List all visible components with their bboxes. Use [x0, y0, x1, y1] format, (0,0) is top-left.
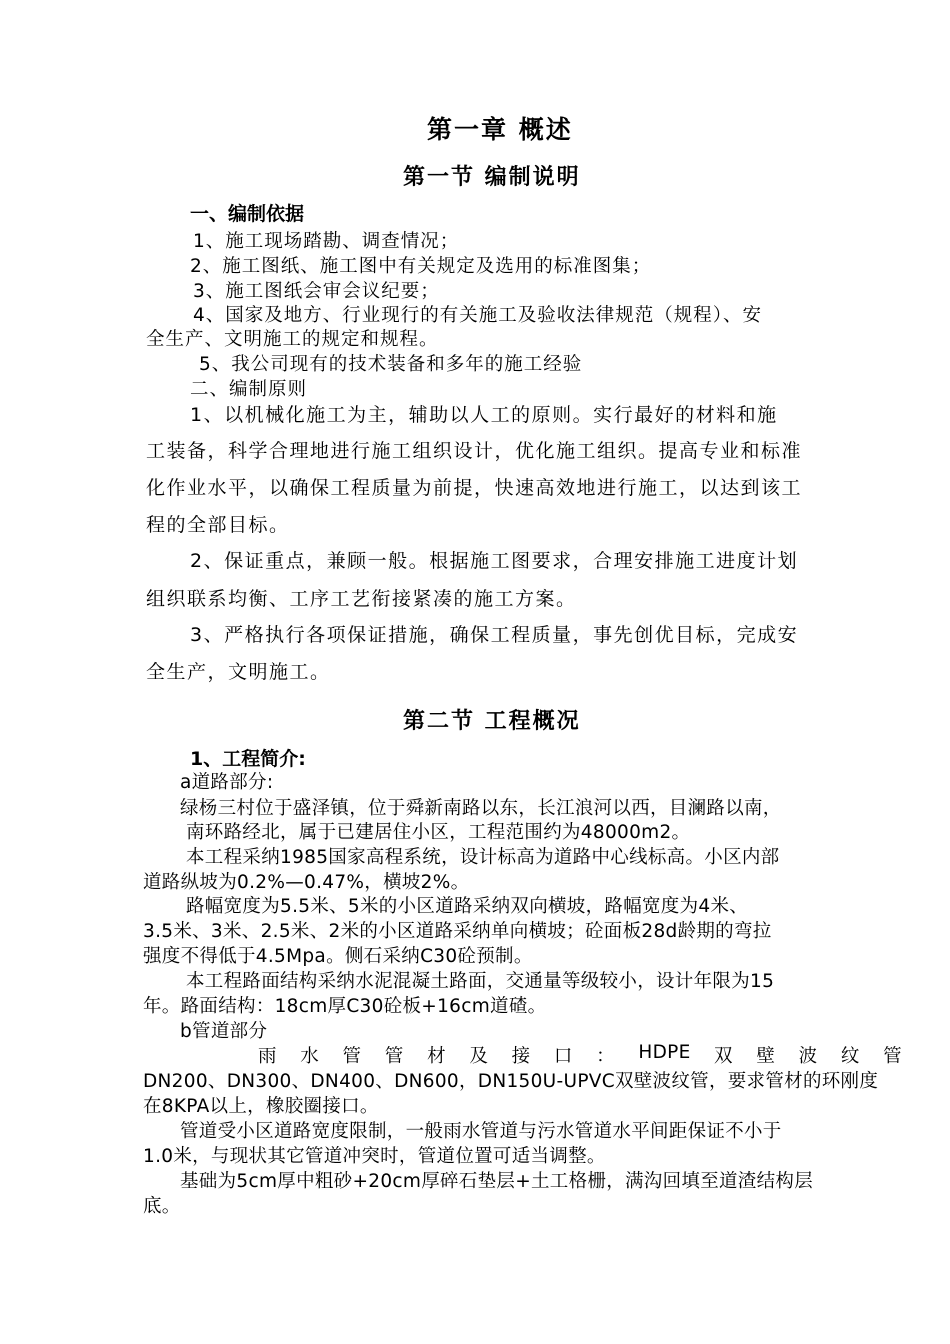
principle-line: 1、以机械化施工为主，辅助以人工的原则。实行最好的材料和施 — [190, 404, 778, 426]
pipe-line: 底。 — [143, 1196, 181, 1217]
basis-item: 4、国家及地方、行业现行的有关施工及验收法律规范（规程）、安 — [193, 305, 763, 326]
pipe-word: 管 — [384, 1046, 404, 1067]
principle-heading: 二、编制原则 — [190, 379, 308, 400]
principle-line: 2、保证重点，兼顾一般。根据施工图要求，合理安排施工进度计划 — [190, 550, 799, 572]
road-line: 南环路经北，属于已建居住小区，工程范围约为48000m2。 — [186, 822, 691, 843]
road-line: 本工程路面结构采纳水泥混凝土路面，交通量等级较小，设计年限为15 — [186, 971, 775, 992]
section-title: 第一节 编制说明 — [403, 165, 581, 190]
pipe-line: 在8KPA以上，橡胶圈接口。 — [143, 1096, 379, 1117]
basis-item: 全生产、文明施工的规定和规程。 — [146, 329, 439, 350]
chapter-title: 第一章 概述 — [427, 115, 573, 144]
principle-line: 工装备，科学合理地进行施工组织设计，优化施工组织。提高专业和标准 — [146, 440, 803, 462]
road-line: 路幅宽度为5.5米、5米的小区道路采纳双向横坡，路幅宽度为4米、 — [186, 896, 749, 917]
pipe-word: HDPE — [638, 1042, 691, 1063]
pipe-line: DN200、DN300、DN400、DN600，DN150U-UPVC双壁波纹管，要求管材的环刚度 — [143, 1071, 879, 1092]
pipe-line: 1.0米，与现状其它管道冲突时，管道位置可适当调整。 — [143, 1146, 606, 1167]
principle-line: 组织联系均衡、工序工艺衔接紧凑的施工方案。 — [146, 588, 577, 610]
pipe-word: ： — [596, 1046, 615, 1067]
principle-line: 3、严格执行各项保证措施，确保工程质量，事先创优目标，完成安 — [190, 624, 799, 646]
road-heading: a道路部分: — [180, 772, 274, 793]
pipe-word: 管 — [342, 1046, 362, 1067]
basis-item: 5、我公司现有的技术装备和多年的施工经验 — [199, 354, 583, 375]
pipe-word: 雨 — [258, 1046, 277, 1067]
basis-item: 1、施工现场踏勘、调查情况； — [193, 231, 460, 252]
pipe-word: 波 — [798, 1046, 818, 1067]
pipe-word: 及 — [469, 1046, 489, 1067]
basis-item: 3、施工图纸会审会议纪要； — [193, 281, 440, 302]
basis-item: 2、施工图纸、施工图中有关规定及选用的标准图集； — [190, 256, 652, 277]
pipe-word: 管 — [883, 1046, 902, 1067]
road-line: 绿杨三村位于盛泽镇，位于舜新南路以东，长江浪河以西，目澜路以南， — [180, 798, 782, 819]
road-line: 道路纵坡为0.2%—0.47%，横坡2%。 — [143, 872, 470, 893]
pipe-spread-line — [258, 1042, 902, 1068]
pipe-word: 接 — [511, 1046, 531, 1067]
pipe-word: 纹 — [840, 1046, 860, 1067]
pipe-word: 口 — [553, 1046, 573, 1067]
principle-line: 程的全部目标。 — [146, 514, 290, 536]
basis-heading: 一、编制依据 — [190, 203, 305, 225]
principle-line: 化作业水平，以确保工程质量为前提，快速高效地进行施工，以达到该工 — [146, 477, 803, 499]
section-title: 第二节 工程概况 — [403, 709, 581, 734]
pipe-word: 双 — [714, 1046, 733, 1067]
road-line: 本工程采纳1985国家高程系统，设计标高为道路中心线标高。小区内部 — [186, 847, 780, 868]
principle-line: 全生产，文明施工。 — [146, 661, 331, 683]
road-line: 3.5米、3米、2.5米、2米的小区道路采纳单向横坡；砼面板28d龄期的弯拉 — [143, 921, 772, 942]
pipe-word: 水 — [300, 1046, 320, 1067]
pipe-heading: b管道部分 — [180, 1021, 268, 1042]
pipe-word: 材 — [427, 1046, 446, 1067]
pipe-line: 基础为5cm厚中粗砂+20cm厚碎石垫层+土工格栅，满沟回填至道渣结构层 — [180, 1171, 813, 1192]
intro-heading: 1、工程简介: — [190, 748, 306, 770]
pipe-word: 壁 — [756, 1046, 776, 1067]
road-line: 强度不得低于4.5Mpa。侧石采纳C30砼预制。 — [143, 946, 533, 967]
pipe-line: 管道受小区道路宽度限制，一般雨水管道与污水管道水平间距保证不小于 — [180, 1121, 782, 1142]
road-line: 年。路面结构：18cm厚C30砼板+16cm道碴。 — [143, 996, 547, 1017]
